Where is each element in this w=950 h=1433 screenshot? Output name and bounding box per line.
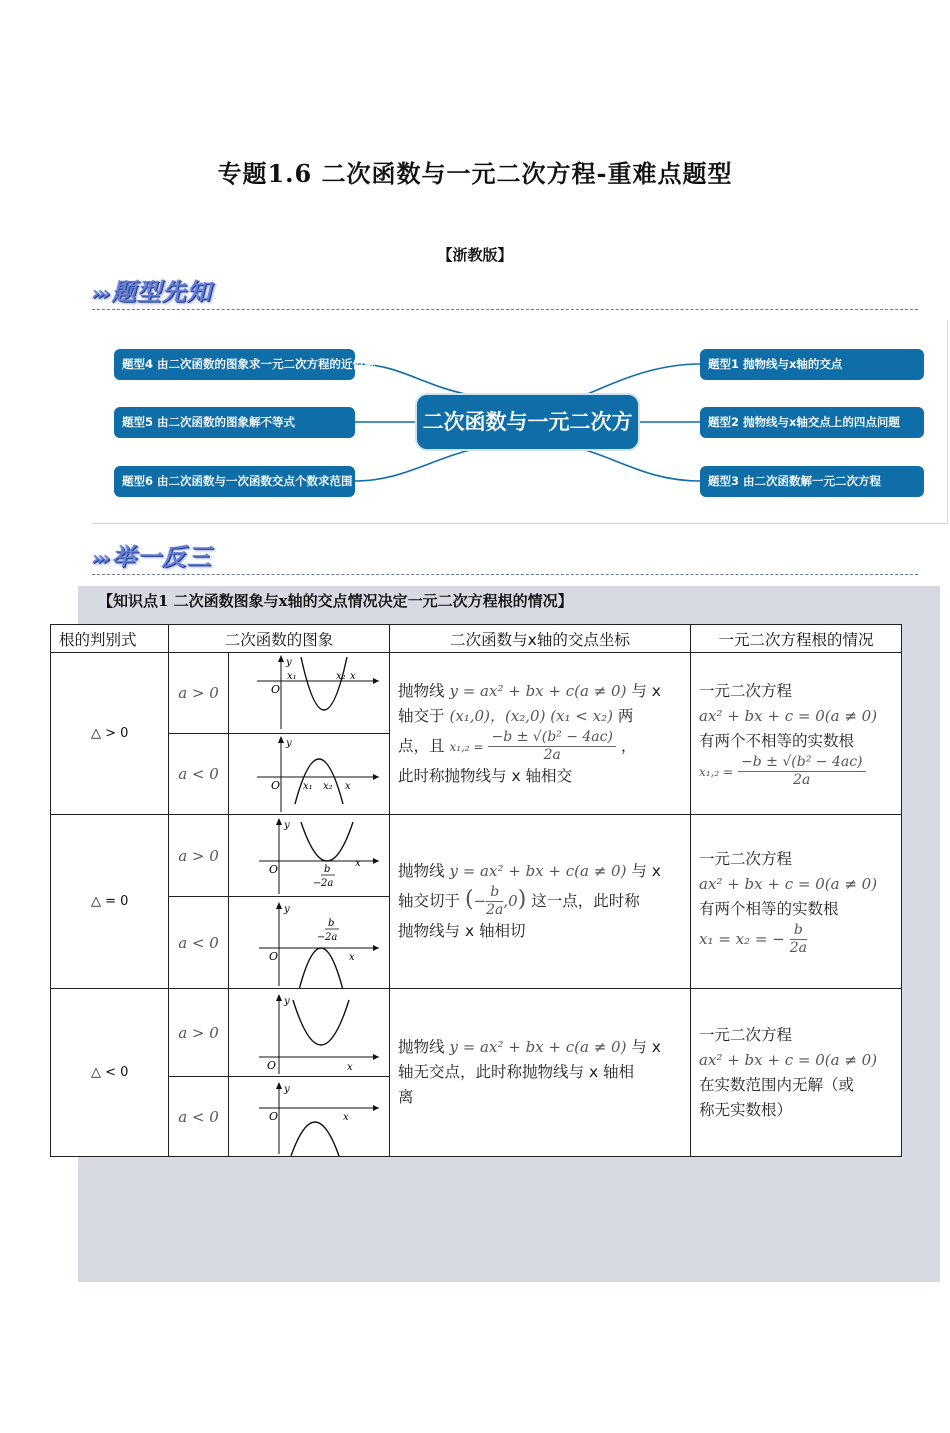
point-denominator: 2a [486,902,504,918]
root-formula [738,754,865,789]
text: 与 x [631,681,661,700]
text: 离 [398,1088,414,1106]
axis-x-label: x [345,781,351,792]
axis-y-label: y [286,657,292,668]
graph-one-root-up [229,816,389,896]
axis-x-label: x [347,1061,353,1073]
equation: y = ax² + bx + c(a ≠ 0) [449,862,627,880]
origin-label: O [269,949,279,963]
point-tail: ,0 [503,892,518,910]
cond-a-negative: a < 0 [169,734,229,815]
text: 抛物线 [398,862,445,880]
divider [92,309,918,310]
roots-cell-negative [691,989,902,1157]
text: 有两个相等的实数根 [699,899,839,918]
origin-label: O [271,779,281,792]
text: 轴交切于 [398,892,461,910]
axis-x-label: x [350,671,356,682]
table-row [51,815,902,897]
delta-positive: △ > 0 [51,653,169,815]
text: 这一点，此时称 [531,892,640,910]
text: 轴交于 [398,706,445,725]
axis-y-label: y [284,819,290,831]
text: 轴无交点，此时称抛物线与 x 轴相 [398,1063,635,1081]
text: 抛物线 [398,681,445,700]
vertex-den: 2a [325,931,338,943]
header-intersection: 二次函数与x轴的交点坐标 [390,625,691,653]
section-heading-practice [92,537,212,569]
edition-label: 【浙教版】 [437,246,513,264]
graph-no-root-up [229,990,389,1076]
origin-label: O [267,1058,277,1072]
intersection-cell-negative [390,989,691,1157]
formula-denominator: 2a [789,939,807,956]
intersection-cell-positive [390,653,691,815]
cond-a-negative: a < 0 [169,1077,229,1157]
topic-2[interactable]: 题型2 抛物线与x轴交点上的四点问题 [700,407,924,438]
axis-x-label: x [355,857,361,869]
knowledge-table [50,624,902,1157]
header-discriminant: 根的判别式 [51,625,169,653]
topic-3[interactable]: 题型3 由二次函数解一元二次方程 [700,466,924,497]
vertex-den: 2a [321,877,334,889]
vertex-neg: − [317,931,326,943]
header-roots: 一元二次方程根的情况 [691,625,902,653]
table-row [51,653,902,734]
delta-zero: △ = 0 [51,815,169,989]
graph-no-root-down [229,1078,389,1156]
tangent-point [486,884,503,919]
x2-label: x₂ [336,671,346,682]
paren-open: ( [464,887,474,912]
knowledge-title: 【知识点1 二次函数图象与x轴的交点情况决定一元二次方程根的情况】 [98,592,573,610]
axis-x-label: x [343,1111,349,1123]
vertex-num: b [324,863,331,875]
x2-label: x₂ [323,781,333,792]
x1-label: x₁ [287,671,297,682]
graph-cell [229,989,390,1077]
text: 此时称抛物线与 x 轴相交 [398,766,573,785]
section-heading-practice-text: 举一反三 [111,543,212,571]
vertex-neg: − [313,877,322,889]
axis-y-label: y [286,738,292,749]
cond-a-positive: a > 0 [169,815,229,897]
x1-label: x₁ [303,781,313,792]
graph-cell [229,897,390,989]
equation: ax² + bx + c = 0(a ≠ 0) [699,1050,878,1069]
text: 一元二次方程 [699,1025,793,1044]
text: 抛物线 [398,1038,445,1056]
axis-y-label: y [284,1083,290,1095]
roots-cell-zero [691,815,902,989]
topic-5[interactable]: 题型5 由二次函数的图象解不等式 [114,407,355,438]
equation: ax² + bx + c = 0(a ≠ 0) [699,706,878,725]
table-row [51,989,902,1077]
roots-cell-positive [691,653,902,815]
intersection-points: (x₁,0)，(x₂,0) (x₁ < x₂) [449,706,613,725]
axis-y-label: y [284,903,290,915]
divider [92,574,918,575]
graph-cell [229,734,390,815]
vertex-num: b [328,917,335,929]
paren-close: ) [517,887,527,912]
text: 两 [617,706,634,725]
text: 抛物线与 x 轴相切 [398,922,526,940]
arrows-icon: ››› [92,546,108,570]
topic-4[interactable]: 题型4 由二次函数的图象求一元二次方程的近似解 [114,349,355,380]
text: 与 x [631,862,661,880]
root-formula [488,729,615,764]
text: ， [620,736,637,755]
formula-denominator: 2a [543,746,561,763]
graph-one-root-down [229,898,389,988]
text: 有两个不相等的实数根 [699,731,855,750]
text: 一元二次方程 [699,849,793,868]
topic-1[interactable]: 题型1 抛物线与x轴的交点 [700,349,924,380]
formula-denominator: 2a [793,771,811,788]
cond-a-positive: a > 0 [169,989,229,1077]
arrows-icon: ››› [92,281,108,305]
delta-negative: △ < 0 [51,989,169,1157]
origin-label: O [269,1109,279,1123]
double-root [790,922,807,957]
intersection-cell-zero [390,815,691,989]
text: 一元二次方程 [699,681,793,700]
cond-a-positive: a > 0 [169,653,229,734]
formula-numerator: −b ± √(b² − 4ac) [488,729,615,747]
axis-y-label: y [284,995,290,1007]
formula-lhs: x₁ = x₂ = − [699,929,785,948]
text: 与 x [631,1038,661,1056]
equation: ax² + bx + c = 0(a ≠ 0) [699,874,878,893]
origin-label: O [271,683,281,696]
graph-cell [229,815,390,897]
page-title: 专题1.6 二次函数与一元二次方程-重难点题型 [217,159,733,188]
section-heading-preview [92,272,212,304]
cond-a-negative: a < 0 [169,897,229,989]
formula-numerator: −b ± √(b² − 4ac) [738,754,865,772]
text: 点，且 [398,736,445,755]
section-heading-preview-text: 题型先知 [111,278,212,306]
graph-cell [229,1077,390,1157]
origin-label: O [269,862,279,876]
formula-lhs: x₁,₂ = [699,764,734,779]
table-header-row [51,625,902,653]
formula-numerator: b [790,922,807,940]
point-numerator: b [486,884,503,902]
axis-x-label: x [349,951,355,963]
point-neg: − [473,892,487,910]
text: 称无实数根） [699,1100,793,1119]
graph-cell [229,653,390,734]
topic-6[interactable]: 题型6 由二次函数与一次函数交点个数求范围 [114,466,355,497]
graph-two-roots-down [229,734,389,814]
formula-lhs: x₁,₂ = [449,739,484,754]
equation: y = ax² + bx + c(a ≠ 0) [449,681,627,700]
equation: y = ax² + bx + c(a ≠ 0) [449,1038,627,1056]
mindmap-center[interactable]: 二次函数与一元二次方程 [415,393,640,451]
graph-two-roots-up [229,653,389,733]
text: 在实数范围内无解（或 [699,1075,855,1094]
header-graph: 二次函数的图象 [169,625,390,653]
